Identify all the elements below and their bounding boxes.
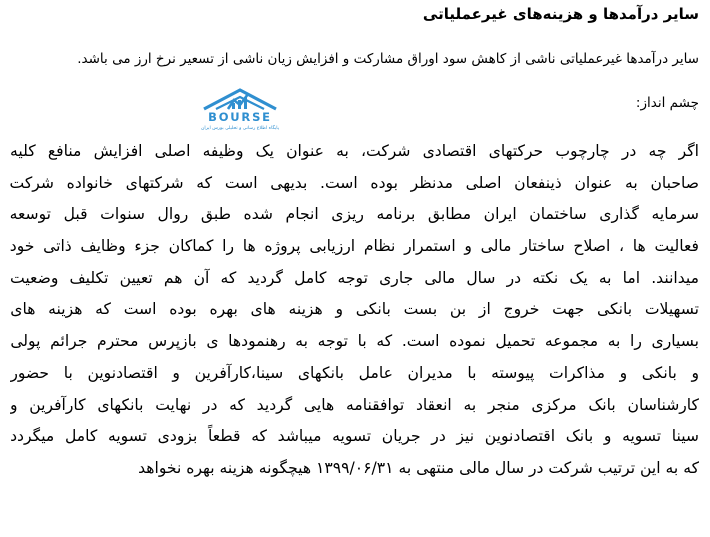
bourse-logo: [170, 88, 310, 132]
logo-tagline: پایگاه اطلاع رسانی و تحلیلی بورس ایران: [201, 126, 279, 131]
paragraph-line: سینا تسویه و بانک اقتصادنوین نیز در جریان تسویه میباشد که قطعاً بزودی تسویه کامل میگردد: [10, 427, 699, 446]
paragraph-line: بسیاری را به مجموعه تحمیل نموده است. که با توجه به رهنمودها ی بازپرس محترم جرائم پولی: [10, 332, 699, 351]
paragraph-line: صاحبان به عنوان ذینفعان اصلی مدنظر بوده است. بدیهی است که شرکتهای خانواده شرکت: [10, 173, 699, 192]
paragraph-line: و بانکی و مذاکرات پیوسته با مدیران عامل بانکهای سینا،کارآفرین و اقتصادنوین با حضور: [10, 363, 699, 382]
logo-wordmark: BOURSE: [208, 110, 272, 124]
paragraph-line: اگر چه در چارچوب حرکتهای اقتصادی شرکت، به عنوان یک وظیفه اصلی افزایش منافع کلیه: [10, 142, 699, 160]
outlook-paragraph: [10, 136, 699, 485]
paragraph-line: سرمایه گذاری ساختمان ایران مطابق برنامه ریزی انجام شده طبق روال سنوات قبل توسعه: [10, 205, 699, 224]
paragraph-line: فعالیت ها ، اصلاح ساختار مالی و استمرار نظام ارزیابی پروژه ها را کماکان جزء وظایف ذاتی خود: [10, 237, 699, 256]
outlook-label: چشم انداز:: [635, 95, 699, 111]
section-heading: سایر درآمدها و هزینه‌های غیرعملیاتی: [422, 5, 699, 23]
paragraph-line: کارشناسان بانک مرکزی منجر به انعقاد توافقنامه هایی گردید که در نهایت بانکهای کارآفرین و: [10, 395, 699, 414]
paragraph-line: که به این ترتیب شرکت در سال مالی منتهی به ۱۳۹۹/۰۶/۳۱ هیچگونه هزینه بهره نخواهد: [138, 458, 699, 477]
paragraph-line: تسهیلات بانکی جهت خروج از بن بست بانکی و هزینه های بهره بوده است که هزینه های: [10, 300, 699, 319]
paragraph-line: میدانند. اما به یک نکته در سال مالی جاری توجه کامل گردید که آن هم تعیین تکلیف وضعیت: [10, 268, 699, 287]
intro-paragraph: سایر درآمدها غیرعملیاتی ناشی از کاهش سود اوراق مشارکت و افزایش زیان ناشی از تسعیر نرخ ارز می باشد.: [77, 51, 699, 67]
